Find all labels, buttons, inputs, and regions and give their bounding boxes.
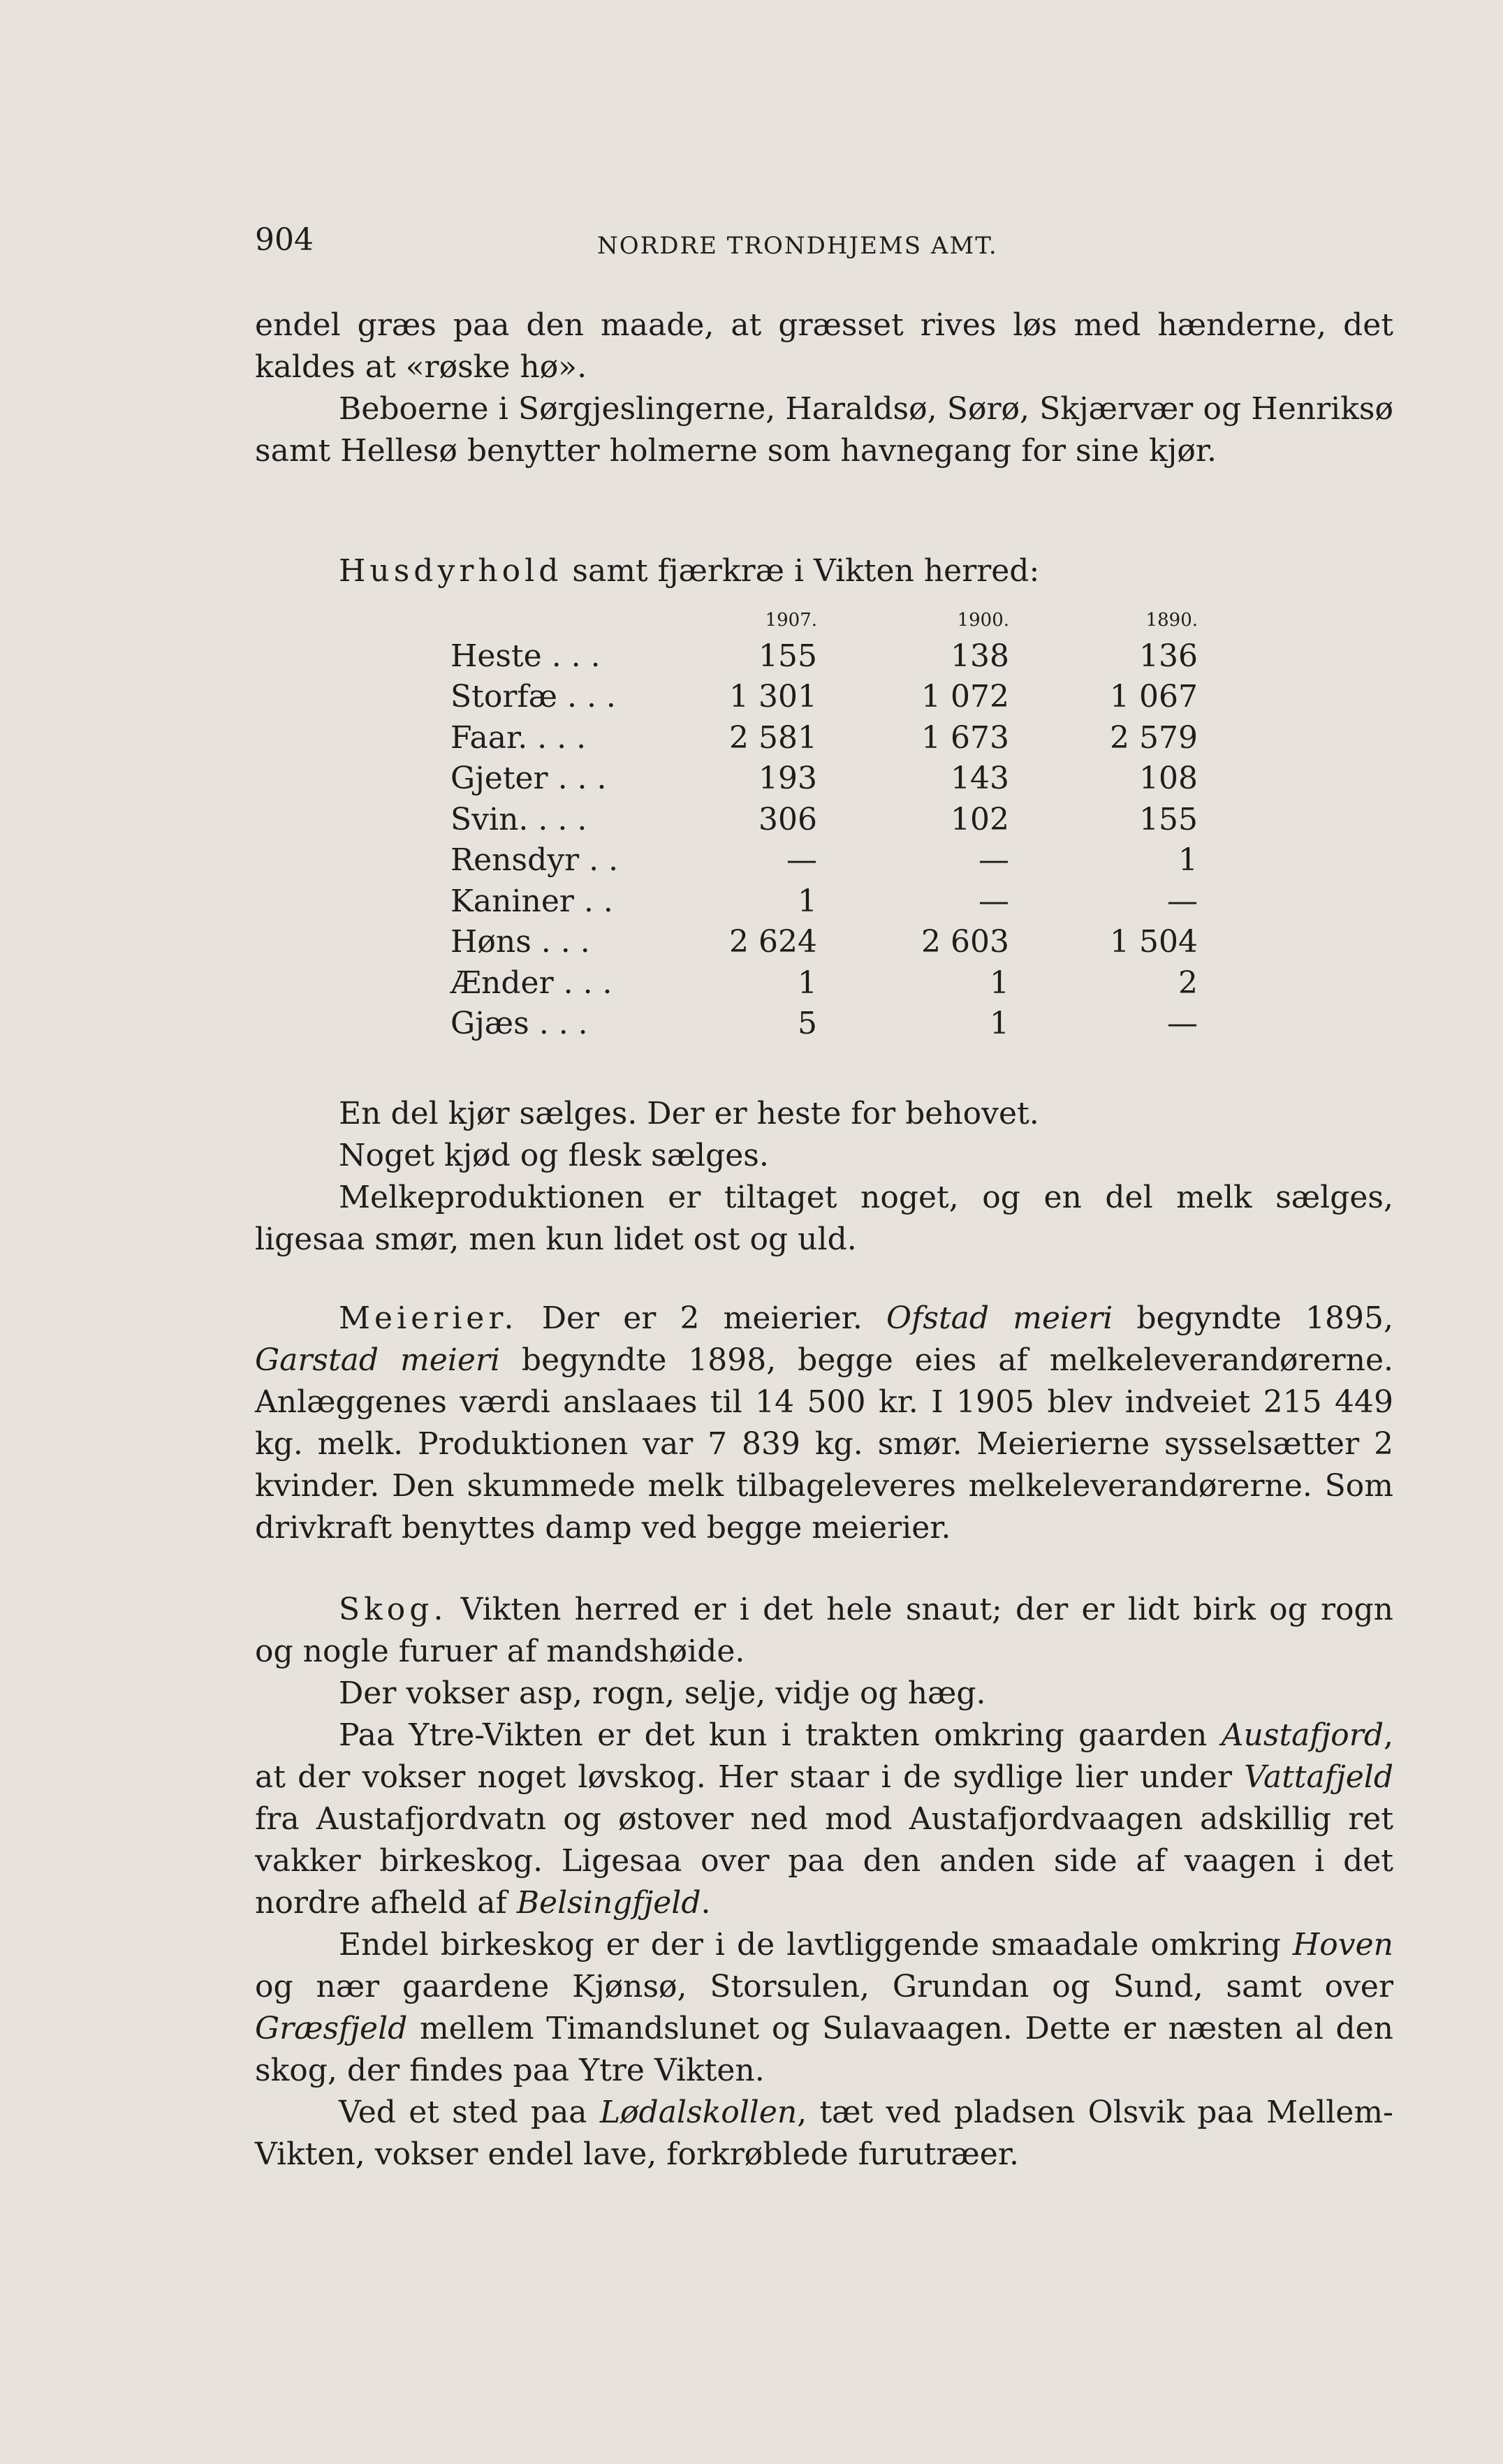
cell: 1 — [1178, 842, 1198, 879]
table-row — [450, 922, 1198, 963]
cell: 2 581 — [729, 719, 817, 756]
text-run: , at der vokser noget løvskog. Her staar i de sydlige lier under — [255, 1717, 1393, 1795]
cell: 5 — [798, 1006, 817, 1042]
cell: — — [1167, 1006, 1198, 1042]
text-run: begyndte 1895, — [1113, 1300, 1393, 1336]
cell: 1 — [798, 883, 817, 919]
paragraph: Melkeproduktionen er tiltaget noget, og en del melk sælges, ligesaa smør, men kun lidet ost og uld. — [255, 1180, 1393, 1257]
place-name: Græsfjeld — [255, 2011, 408, 2046]
section-heading: Skog. — [339, 1592, 448, 1627]
paragraph — [255, 1589, 1393, 1673]
cell: 138 — [951, 638, 1009, 674]
text-run: mellem Timandslunet og Sulavaagen. Dette er næsten al den skog, der findes paa Ytre Vikten. — [255, 2011, 1393, 2088]
row-label: Ænder . . . — [450, 965, 613, 1001]
page-header — [255, 222, 1393, 264]
table-row — [450, 677, 1198, 718]
text-run: og nær gaardene Kjønsø, Storsulen, Grundan og Sund, samt over — [255, 1969, 1393, 2004]
table-row — [450, 962, 1198, 1004]
column-header: 1900. — [957, 610, 1009, 631]
column-header: 1890. — [1145, 610, 1198, 631]
paragraph: Beboerne i Sørgjeslingerne, Haraldsø, Sørø, Skjærvær og Henriksø samt Hellesø benytter holmerne som havnegang for sine kjør. — [255, 391, 1393, 469]
skog-section — [255, 1589, 1393, 2176]
column-header: 1907. — [765, 610, 817, 631]
table-row — [450, 799, 1198, 840]
place-name: Garstad meieri — [255, 1342, 500, 1378]
after-table-text — [255, 1093, 1393, 1261]
cell: 2 624 — [729, 924, 817, 960]
cell: 1 504 — [1110, 924, 1198, 960]
row-label: Rensdyr . . — [450, 842, 619, 879]
table-row — [450, 881, 1198, 922]
text-run: Vikten herred er i det hele snaut; der er lidt birk og rogn og nogle furuer af mandshøide. — [255, 1592, 1393, 1669]
paragraph: Der vokser asp, rogn, selje, vidje og hæg. — [339, 1675, 986, 1711]
row-label: Gjeter . . . — [450, 761, 607, 797]
table-row — [450, 717, 1198, 758]
place-name: Hoven — [1292, 1927, 1393, 1963]
text-run: Der er 2 meierier. — [518, 1300, 887, 1336]
cell: 1 072 — [921, 679, 1009, 715]
cell: — — [978, 842, 1009, 879]
paragraph — [255, 1298, 1393, 1549]
cell: 155 — [758, 638, 817, 674]
cell: 136 — [1139, 638, 1198, 674]
paragraph — [255, 1715, 1393, 1924]
text-run: . — [701, 1885, 711, 1921]
table-row — [450, 758, 1198, 800]
cell: 143 — [951, 761, 1009, 797]
table-row — [450, 840, 1198, 881]
cell: 2 603 — [921, 924, 1009, 960]
text-run: Ved et sted paa — [339, 2095, 600, 2130]
place-name: Belsingfjeld — [516, 1885, 701, 1921]
cell: — — [786, 842, 817, 879]
cell: 1 — [798, 965, 817, 1001]
row-label: Høns . . . — [450, 924, 590, 960]
cell: 1 — [990, 965, 1009, 1001]
text-run: , tæt ved pladsen Olsvik paa Mellem-Vikten, vokser endel lave, forkrøblede furutræer. — [255, 2095, 1393, 2172]
text-run: Paa Ytre-Vikten er det kun i trakten omkring gaarden — [339, 1717, 1222, 1753]
column-header-blank — [450, 608, 716, 636]
cell: 1 067 — [1110, 679, 1198, 715]
table-row — [450, 1004, 1198, 1045]
row-label: Gjæs . . . — [450, 1006, 588, 1042]
cell: 1 673 — [921, 719, 1009, 756]
table-title-rest: samt fjærkræ i Vikten herred: — [572, 553, 1040, 589]
running-head: NORDRE TRONDHJEMS AMT. — [597, 232, 998, 260]
row-label: Faar. . . . — [450, 719, 587, 756]
cell: 108 — [1139, 761, 1198, 797]
cell: — — [978, 883, 1009, 919]
table-title-heading: Husdyrhold — [339, 553, 563, 589]
section-heading: Meierier. — [339, 1300, 518, 1336]
place-name: Lødalskollen — [599, 2095, 798, 2130]
cell: 102 — [951, 801, 1009, 837]
meierier-section — [255, 1298, 1393, 1549]
paragraph — [255, 1924, 1393, 2092]
table-header-row — [450, 608, 1198, 636]
livestock-table — [450, 608, 1198, 1044]
row-label: Kaniner . . — [450, 883, 613, 919]
place-name: Vattafjeld — [1244, 1759, 1393, 1795]
page-number: 904 — [255, 222, 314, 258]
paragraph: En del kjør sælges. Der er heste for behovet. — [339, 1096, 1039, 1131]
row-label: Heste . . . — [450, 638, 601, 674]
text-run: begyndte 1898, begge eies af melkeleverandørerne. Anlæggenes værdi anslaaes til 14 500 kr. I 1905 blev indveiet 215 449 kg. melk. Produktionen var 7 839 kg. smør. Meierierne sysselsætter 2 kvinder. Den skummede melk tilbageleveres melkeleverandørerne. Som drivkraft benyttes damp ved begge meierier. — [255, 1342, 1393, 1546]
cell: 2 — [1178, 965, 1198, 1001]
table-row — [450, 636, 1198, 677]
row-label: Storfæ . . . — [450, 679, 616, 715]
cell: 1 301 — [729, 679, 817, 715]
paragraph: endel græs paa den maade, at græsset rives løs med hænderne, det kaldes at «røske hø». — [255, 307, 1393, 385]
cell: 155 — [1139, 801, 1198, 837]
place-name: Ofstad meieri — [886, 1300, 1113, 1336]
place-name: Austafjord — [1221, 1717, 1384, 1753]
paragraph: Noget kjød og flesk sælges. — [339, 1138, 769, 1173]
cell: 2 579 — [1110, 719, 1198, 756]
cell: 193 — [758, 761, 817, 797]
paragraph — [255, 2092, 1393, 2176]
text-run: Endel birkeskog er der i de lavtliggende smaadale omkring — [339, 1927, 1293, 1963]
cell: 1 — [990, 1006, 1009, 1042]
row-label: Svin. . . . — [450, 801, 587, 837]
text-run: fra Austafjordvatn og østover ned mod Austafjordvaagen adskillig ret vakker birkeskog. Ligesaa over paa den anden side af vaagen i det nordre afheld af — [255, 1801, 1393, 1921]
cell: — — [1167, 883, 1198, 919]
intro-text — [255, 305, 1393, 472]
cell: 306 — [758, 801, 817, 837]
table-title — [339, 553, 1039, 589]
